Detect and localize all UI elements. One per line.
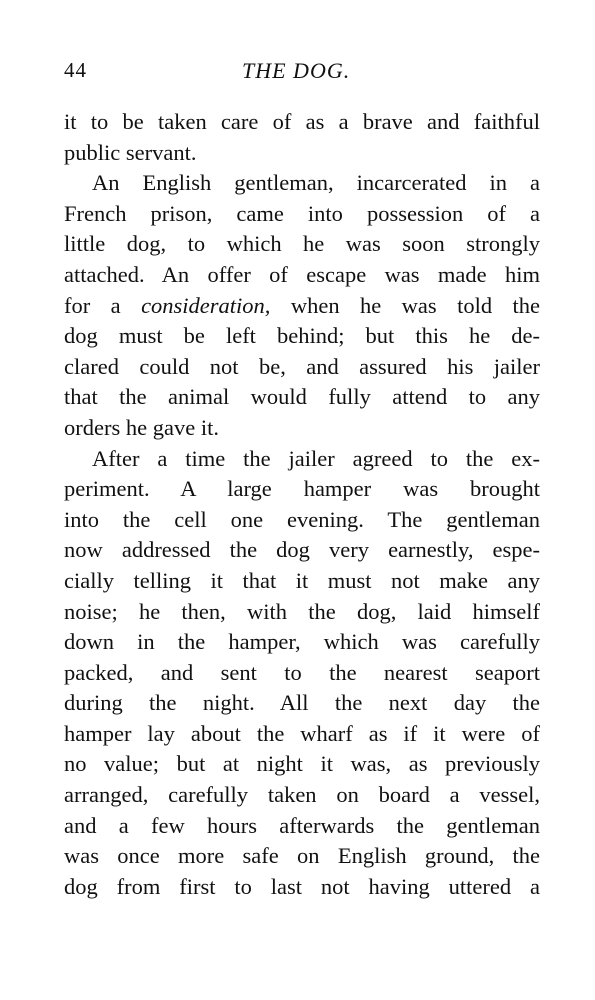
- text-line: French prison, came into possession of a: [64, 200, 540, 226]
- text-line: it to be taken care of as a brave and faithful: [64, 109, 540, 134]
- text-line: and a few hours afterwards the gentleman: [64, 812, 540, 838]
- text-line: orders he gave it.: [64, 414, 219, 440]
- running-head: [64, 58, 540, 88]
- text-line: was once more safe on English ground, the: [64, 843, 540, 869]
- text-line-mixed: [64, 291, 540, 322]
- body-text: [64, 107, 540, 902]
- text-line: An English gentleman, incarcerated in a: [92, 170, 540, 196]
- text-line: dog must be left behind; but this he de-: [64, 323, 540, 349]
- text-line: that the animal would fully attend to any: [64, 384, 540, 410]
- text-line: clared could not be, and assured his jailer: [64, 353, 540, 379]
- text-line: packed, and sent to the nearest seaport: [64, 659, 540, 685]
- text-line: into the cell one evening. The gentleman: [64, 506, 540, 532]
- text-line: no value; but at night it was, as previously: [64, 751, 540, 777]
- text-run: for a: [64, 292, 142, 318]
- text-line: little dog, to which he was soon strongly: [64, 231, 540, 257]
- text-run: when he was told the: [270, 292, 540, 318]
- text-line: during the night. All the next day the: [64, 690, 540, 716]
- text-line: cially telling it that it must not make any: [64, 567, 540, 593]
- text-line: hamper lay about the wharf as if it were of: [64, 720, 540, 746]
- text-line: After a time the jailer agreed to the ex-: [92, 445, 540, 471]
- paragraph-experiment: [64, 444, 540, 903]
- text-line: attached. An offer of escape was made him: [64, 261, 540, 287]
- page-number: 44: [64, 58, 87, 82]
- paragraph-prison-dog: [64, 168, 540, 443]
- running-title: THE DOG.: [242, 58, 351, 83]
- text-line: down in the hamper, which was carefully: [64, 629, 540, 655]
- italic-word: consideration,: [141, 292, 271, 318]
- text-line: public servant.: [64, 139, 197, 165]
- text-line: periment. A large hamper was brought: [64, 476, 540, 502]
- paragraph-continuation: [64, 107, 540, 168]
- text-line: noise; he then, with the dog, laid himself: [64, 598, 540, 624]
- text-line: arranged, carefully taken on board a vessel,: [64, 782, 540, 808]
- text-line: dog from first to last not having uttered a: [64, 873, 540, 899]
- text-line: now addressed the dog very earnestly, espe-: [64, 537, 540, 563]
